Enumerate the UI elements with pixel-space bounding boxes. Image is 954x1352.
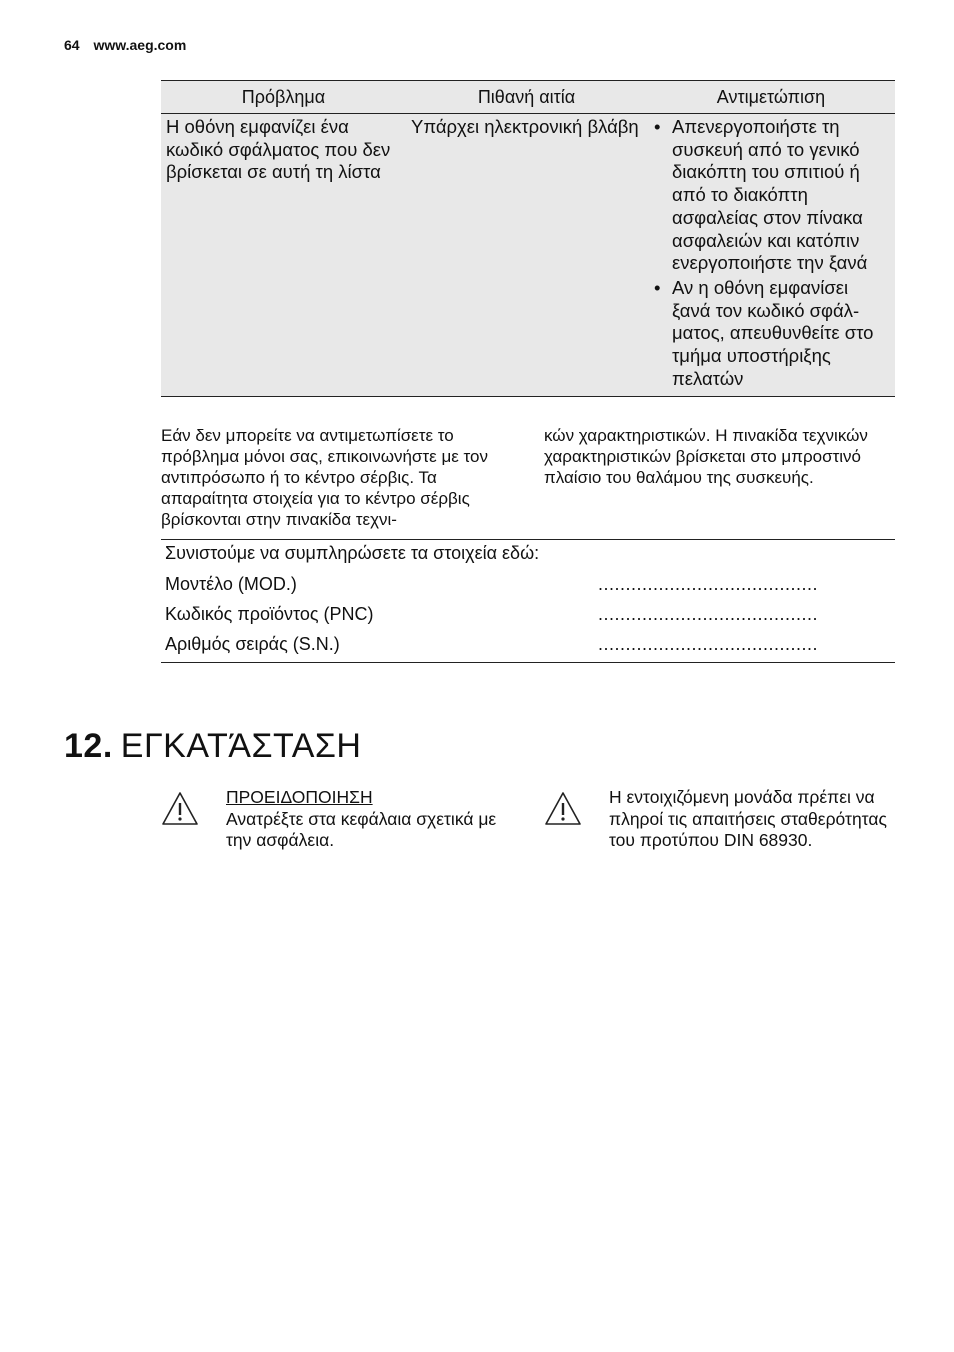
section-heading bbox=[64, 727, 361, 766]
column-header-cause: Πιθανή αιτία bbox=[406, 81, 647, 114]
record-row-serial bbox=[165, 634, 895, 655]
warning-text-container bbox=[609, 787, 889, 852]
warning-triangle-icon bbox=[161, 791, 199, 827]
warning-triangle-icon bbox=[544, 791, 582, 827]
solution-cell bbox=[647, 114, 895, 397]
contact-paragraph-part1: Εάν δεν μπορείτε να αντιμετωπίσετε το πρόβλημα μόνοι σας, επικοινωνήστε με τον αντιπρόσωπο ή το κέντρο σέρβις. Τα απαραίτητα στοιχεία για το κέντρο σέρβις βρίσκονται στην πινακίδα τεχνι- bbox=[161, 426, 488, 529]
record-fill-line: ........................................ bbox=[598, 574, 819, 594]
solution-item: • Απενεργοποιήστε τη συσκευή από το γενικό διακόπτη του σπιτιού ή από το διακόπτη ασφαλείας στον πίνακα ασφαλειών και κατόπιν ενεργοποιήστε την ξανά bbox=[652, 116, 889, 275]
record-label: Κωδικός προϊόντος (PNC) bbox=[165, 604, 374, 624]
site-url: www.aeg.com bbox=[93, 37, 187, 53]
record-fill-line: ........................................ bbox=[598, 634, 819, 654]
record-row-model bbox=[165, 574, 895, 595]
product-record-box bbox=[161, 539, 895, 663]
table-header-row bbox=[161, 81, 895, 114]
troubleshooting-table bbox=[161, 80, 895, 397]
warning-title: ΠΡΟΕΙΔΟΠΟΙΗΣΗ bbox=[226, 787, 373, 807]
table-row bbox=[161, 114, 895, 397]
column-header-solution: Αντιμετώπιση bbox=[647, 81, 895, 114]
record-intro: Συνιστούμε να συμπληρώσετε τα στοιχεία εδώ: bbox=[165, 543, 540, 563]
cause-cell: Υπάρχει ηλεκτρονική βλάβη bbox=[406, 114, 647, 397]
solution-list bbox=[652, 116, 889, 390]
solution-item: • Αν η οθόνη εμφανίσει ξανά τον κωδικό σφάλματος, απευθυνθείτε στο τμήμα υποστήριξης πελατών bbox=[652, 277, 889, 391]
warning-text-container bbox=[226, 787, 516, 852]
page-number: 64 bbox=[64, 37, 80, 53]
section-title: ΕΓΚΑΤΆΣΤΑΣΗ bbox=[120, 727, 362, 765]
problem-cell: Η οθόνη εμφανίζει ένα κωδικό σφάλματος που δεν βρίσκεται σε αυτή τη λίστα bbox=[161, 114, 406, 397]
record-label: Αριθμός σειράς (S.N.) bbox=[165, 634, 340, 654]
record-label: Μοντέλο (MOD.) bbox=[165, 574, 297, 594]
column-header-problem: Πρόβλημα bbox=[161, 81, 406, 114]
section-number: 12. bbox=[64, 727, 113, 765]
warning-text: Ανατρέξτε στα κεφάλαια σχετικά με την ασφάλεια. bbox=[226, 808, 497, 850]
contact-paragraph-part2: κών χαρακτηριστικών. Η πινακίδα τεχνικών χαρακτηριστικών βρίσκεται στο μπροστινό πλαίσιο του θαλάμου της συσκευής. bbox=[544, 426, 868, 487]
page-header bbox=[64, 37, 186, 53]
record-fill-line: ........................................ bbox=[598, 604, 819, 624]
record-row-pnc bbox=[165, 604, 895, 625]
warning-text: Η εντοιχιζόμενη μονάδα πρέπει να πληροί τις απαιτήσεις σταθερότητας του προτύπου DIN 68930. bbox=[609, 787, 887, 850]
